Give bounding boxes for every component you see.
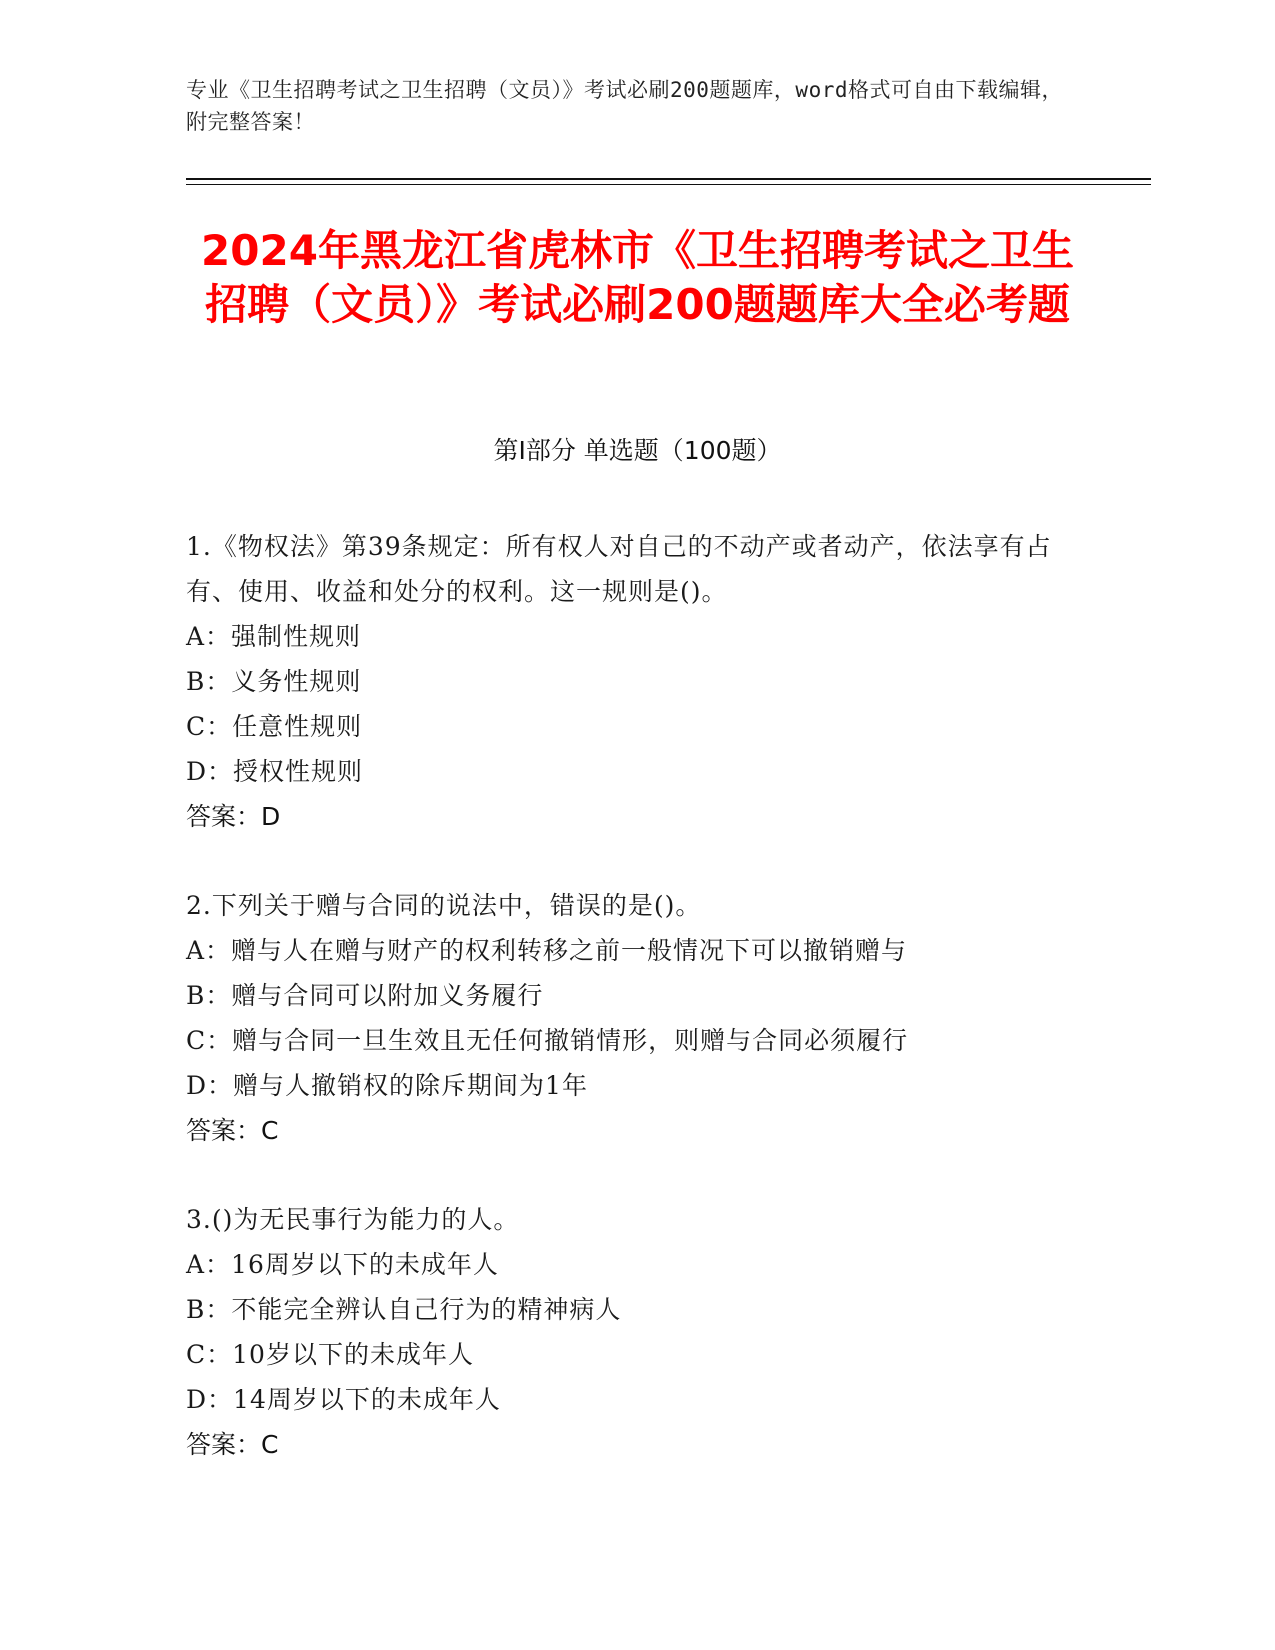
option-d: D：14周岁以下的未成年人	[186, 1385, 501, 1414]
option-c: C：10岁以下的未成年人	[186, 1340, 474, 1369]
question-3	[186, 1197, 1086, 1467]
header-rule-thin	[186, 184, 1151, 185]
question-list	[186, 524, 1086, 1511]
option-c: C：赠与合同一旦生效且无任何撤销情形，则赠与合同必须履行	[186, 1026, 909, 1055]
option-a: A：强制性规则	[186, 622, 362, 651]
answer: 答案：D	[186, 802, 281, 831]
question-stem: 3.()为无民事行为能力的人。	[186, 1205, 520, 1234]
option-a: A：赠与人在赠与财产的权利转移之前一般情况下可以撤销赠与	[186, 936, 908, 965]
answer: 答案：C	[186, 1116, 279, 1145]
option-b: B：赠与合同可以附加义务履行	[186, 981, 544, 1010]
question-1	[186, 524, 1086, 839]
question-2	[186, 883, 1086, 1153]
option-c: C：任意性规则	[186, 712, 363, 741]
section-heading: 第Ⅰ部分 单选题（100题）	[493, 436, 782, 465]
question-stem: 2.下列关于赠与合同的说法中，错误的是()。	[186, 891, 702, 920]
header-rule-thick	[186, 178, 1151, 180]
option-b: B：义务性规则	[186, 667, 362, 696]
answer: 答案：C	[186, 1430, 279, 1459]
question-stem: 1.《物权法》第39条规定：所有权人对自己的不动产或者动产，依法享有占有、使用、收益和处分的权利。这一规则是()。	[186, 532, 1052, 606]
header-note: 专业《卫生招聘考试之卫生招聘（文员）》考试必刷200题题库，word格式可自由下载编辑，附完整答案！	[186, 78, 1063, 134]
document-title: 2024年黑龙江省虎林市《卫生招聘考试之卫生招聘（文员）》考试必刷200题题库大全必考题	[201, 226, 1074, 329]
option-d: D：授权性规则	[186, 757, 364, 786]
option-a: A：16周岁以下的未成年人	[186, 1250, 499, 1279]
option-d: D：赠与人撤销权的除斥期间为1年	[186, 1071, 588, 1100]
option-b: B：不能完全辨认自己行为的精神病人	[186, 1295, 622, 1324]
